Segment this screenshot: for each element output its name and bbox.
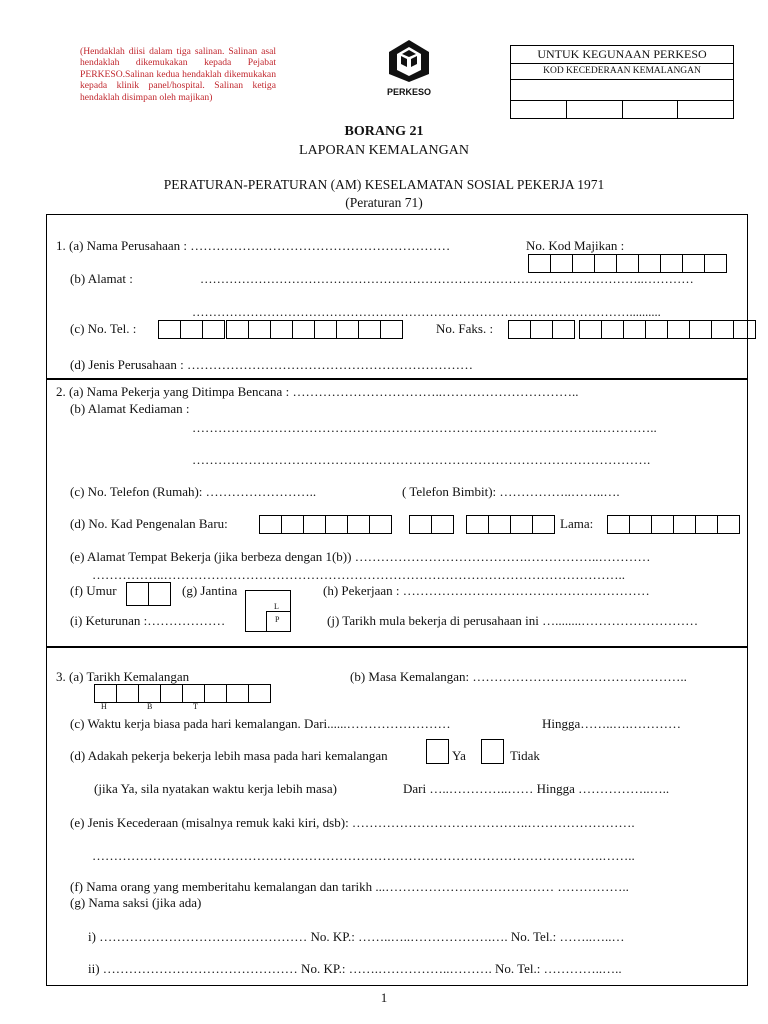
phone-label: (c) No. Tel. : <box>70 321 137 336</box>
address-line-2[interactable]: …………………………………………………………………………………………….......... <box>192 305 661 319</box>
injury-type-line-2[interactable]: ……………………………………………………………………………………………………….…….. <box>92 848 635 863</box>
office-code-cells[interactable] <box>511 101 733 119</box>
ethnicity-field[interactable]: (i) Keturunan :……………… <box>70 613 226 628</box>
page-number: 1 <box>380 990 388 1005</box>
new-ic-label: (d) No. Kad Pengenalan Baru: <box>70 516 228 531</box>
new-ic-boxes-3[interactable] <box>466 515 555 534</box>
home-phone-field[interactable]: (c) No. Telefon (Rumah): …………………….. <box>70 484 317 499</box>
normal-hours-field[interactable]: (c) Waktu kerja biasa pada hari kemalangan. Dari......…………………… <box>70 716 451 731</box>
old-ic-boxes[interactable] <box>607 515 740 534</box>
office-title: UNTUK KEGUNAAN PERKESO <box>511 46 733 64</box>
injury-type-field[interactable]: (e) Jenis Kecederaan (misalnya remuk kaki kiri, dsb): …………………………………..……………………. <box>70 815 635 830</box>
office-subtitle: KOD KECEDERAAN KEMALANGAN <box>511 64 733 80</box>
phone-number-boxes[interactable] <box>226 320 403 339</box>
old-ic-label: Lama: <box>560 516 594 531</box>
instruction-note: (Hendaklah diisi dalam tiga salinan. Salinan asal hendaklah dikemukakan kepada Pejabat PERKESO.Salinan kedua hendaklah dikemukakan kepada klinik panel/hospital. Salinan ketiga hendaklah disimpan oleh majikan) <box>80 46 276 103</box>
employer-code-label: No. Kod Majikan : <box>526 238 625 253</box>
gender-l-label: L <box>274 602 279 611</box>
no-checkbox[interactable] <box>481 739 504 764</box>
fax-area-boxes[interactable] <box>508 320 575 339</box>
workplace-address-field[interactable]: (e) Alamat Tempat Bekerja (jika berbeza dengan 1(b)) ………………………………….……………..………… <box>70 549 651 564</box>
fax-number-boxes[interactable] <box>579 320 756 339</box>
home-address-label: (b) Alamat Kediaman : <box>70 401 190 416</box>
accident-date-label: 3. (a) Tarikh Kemalangan <box>56 669 190 684</box>
age-label: (f) Umur <box>70 583 117 598</box>
year-label: T <box>193 702 198 711</box>
no-label: Tidak <box>510 748 540 763</box>
age-boxes[interactable] <box>126 582 171 606</box>
fax-label: No. Faks. : <box>436 321 494 336</box>
office-use-box <box>510 45 734 119</box>
gender-p-label: P <box>275 615 280 624</box>
victim-name-field[interactable]: 2. (a) Nama Pekerja yang Ditimpa Bencana : ……………………………..………………………….. <box>56 384 579 399</box>
perkeso-emblem-icon <box>386 38 432 84</box>
overtime-question: (d) Adakah pekerja bekerja lebih masa pada hari kemalangan <box>70 748 388 763</box>
regulation-title: PERATURAN-PERATURAN (AM) KESELAMATAN SOSIAL PEKERJA 1971 <box>163 177 605 192</box>
accident-time-field[interactable]: (b) Masa Kemalangan: ………………………………………….. <box>350 669 687 684</box>
yes-checkbox[interactable] <box>426 739 449 764</box>
home-address-line-2[interactable]: ……………………………………………………………………………………………. <box>192 452 651 467</box>
address-line-1[interactable]: ……………………………………………………………………………………………..………… <box>200 272 694 286</box>
new-ic-boxes-2[interactable] <box>409 515 454 534</box>
accident-date-boxes[interactable] <box>94 684 271 703</box>
form-number: BORANG 21 <box>344 124 424 139</box>
overtime-note: (jika Ya, sila nyatakan waktu kerja lebih masa) <box>94 781 337 796</box>
day-label: H <box>101 702 107 711</box>
employment-start-field[interactable]: (j) Tarikh mula bekerja di perusahaan ini …........……………………… <box>327 613 699 628</box>
home-address-line-1[interactable]: ………………………………………………………………………………….………….. <box>192 420 657 435</box>
perkeso-logo <box>384 38 434 97</box>
witness-label: (g) Nama saksi (jika ada) <box>70 895 202 910</box>
business-type-field[interactable]: (d) Jenis Perusahaan : ………………………………………………………… <box>70 357 473 372</box>
section-2 <box>46 378 748 648</box>
company-name-field[interactable]: 1. (a) Nama Perusahaan : …………………………………………………… <box>56 238 451 253</box>
mobile-phone-field[interactable]: ( Telefon Bimbit): ……………..……..…. <box>402 484 620 499</box>
regulation-ref: (Peraturan 71) <box>345 195 423 210</box>
month-label: B <box>147 702 153 711</box>
workplace-address-line-2[interactable]: ……………..…………………………………………………………………………………………….. <box>92 567 625 582</box>
phone-area-boxes[interactable] <box>158 320 225 339</box>
form-title: LAPORAN KEMALANGAN <box>299 143 469 158</box>
witness-2-field[interactable]: ii) ……………………………………… No. KP.: …….……………..………. No. Tel.: …………..….. <box>88 961 622 976</box>
address-label: (b) Alamat : <box>70 271 133 286</box>
overtime-hours-field[interactable]: Dari …..…………..…… Hingga ……………..….. <box>403 781 670 796</box>
gender-label: (g) Jantina <box>182 583 238 598</box>
new-ic-boxes-1[interactable] <box>259 515 392 534</box>
occupation-field[interactable]: (h) Pekerjaan : ………………………………………………… <box>323 583 650 598</box>
normal-hours-to-field[interactable]: Hingga……..….………… <box>542 716 682 731</box>
informant-field[interactable]: (f) Nama orang yang memberitahu kemalangan dan tarikh ...………………………………… …………….. <box>70 879 629 894</box>
logo-text: PERKESO <box>386 87 431 97</box>
office-code-row[interactable] <box>511 80 733 101</box>
yes-label: Ya <box>452 748 466 763</box>
witness-1-field[interactable]: i) ………………………………………… No. KP.: ……..…..……………….…. No. Tel.: ……..…..… <box>88 929 625 944</box>
employer-code-boxes[interactable] <box>528 254 727 273</box>
